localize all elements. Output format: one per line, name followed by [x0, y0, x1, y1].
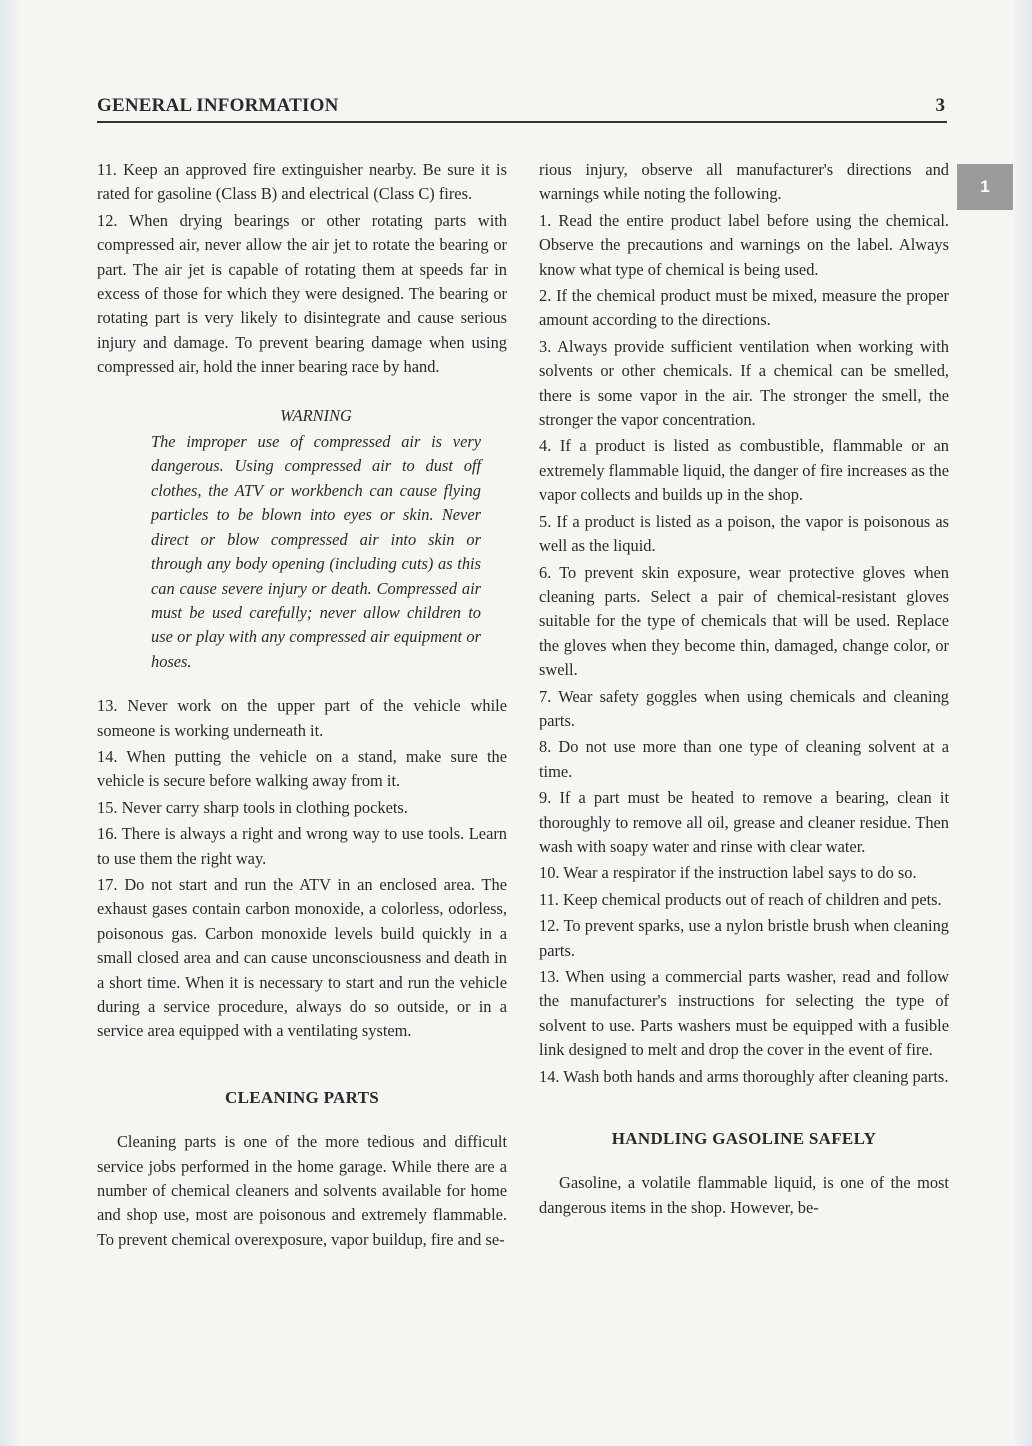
safety-item-11: 11. Keep an approved fire extinguisher nearby. Be sure it is rated for gasoline (Class B) and electrical (Class C) fires.: [97, 160, 507, 204]
cleaning-continuation: rious injury, observe all manufacturer's directions and warnings while noting the following.: [539, 160, 949, 204]
safety-item-14: 14. When putting the vehicle on a stand, make sure the vehicle is secure before walking away from it.: [97, 746, 507, 791]
gasoline-intro: Gasoline, a volatile flammable liquid, is one of the most dangerous items in the shop. However, be-: [539, 1173, 949, 1217]
safety-item-13: 13. Never work on the upper part of the vehicle while someone is working underneath it.: [97, 696, 507, 740]
handling-gasoline-heading: HANDLING GASOLINE SAFELY: [611, 1129, 877, 1149]
cleaning-item: 3. Always provide sufficient ventilation when working with solvents or other chemicals. If a chemical can be smelled, there is some vapor in the air. The stronger the smell, the stronger the vapor concentration.: [539, 336, 949, 430]
cleaning-item: 2. If the chemical product must be mixed, measure the proper amount according to the directions.: [539, 286, 949, 330]
cleaning-item: 5. If a product is listed as a poison, the vapor is poisonous as well as the liquid.: [539, 511, 949, 556]
right-column: [539, 158, 949, 1222]
header-title: GENERAL INFORMATION: [97, 95, 339, 116]
warning-title: WARNING: [280, 405, 352, 425]
cleaning-item: 1. Read the entire product label before using the chemical. Observe the precautions and warnings on the label. Always know what type of chemical is being used.: [539, 210, 949, 279]
page-edge-left: [0, 0, 22, 1446]
cleaning-parts-heading: CLEANING PARTS: [225, 1087, 379, 1107]
cleaning-item: 11. Keep chemical products out of reach of children and pets.: [539, 889, 942, 909]
warning-box: [151, 404, 481, 674]
safety-item-15: 15. Never carry sharp tools in clothing pockets.: [97, 797, 408, 817]
page-edge-right: [1012, 0, 1032, 1446]
safety-item-12: 12. When drying bearings or other rotating parts with compressed air, never allow the air jet to rotate the bearing or part. The air jet is capable of rotating them at speeds far in excess of those for which they were designed. The bearing or rotating part is very likely to disintegrate and cause serious injury and damage. To prevent bearing damage when using compressed air, hold the inner bearing race by hand.: [97, 210, 507, 377]
page-number: 3: [935, 95, 945, 116]
safety-item-17: 17. Do not start and run the ATV in an enclosed area. The exhaust gases contain carbon monoxide, a colorless, odorless, poisonous gas. Carbon monoxide levels build quickly in a small closed area and can cause unconsciousness and death in a short time. When it is necessary to start and run the vehicle during a service procedure, always do so outside, or in a service area equipped with a ventilating system.: [97, 874, 507, 1041]
left-column: [97, 158, 507, 1254]
running-header: [97, 95, 947, 123]
cleaning-item: 7. Wear safety goggles when using chemicals and cleaning parts.: [539, 686, 949, 730]
cleaning-item: 8. Do not use more than one type of cleaning solvent at a time.: [539, 737, 949, 781]
safety-item-16: 16. There is always a right and wrong way to use tools. Learn to use them the right way.: [97, 824, 507, 868]
cleaning-item: 13. When using a commercial parts washer, read and follow the manufacturer's instructions for selecting the type of solvent to use. Parts washers must be equipped with a fusible link designed to melt and drop the cover in the event of fire.: [539, 967, 949, 1060]
cleaning-item: 9. If a part must be heated to remove a bearing, clean it thoroughly to remove all oil, grease and cleaner residue. Then wash with soapy water and rinse with clear water.: [539, 788, 949, 856]
cleaning-item: 10. Wear a respirator if the instruction label says to do so.: [539, 863, 917, 883]
cleaning-item: 12. To prevent sparks, use a nylon bristle brush when cleaning parts.: [539, 916, 949, 960]
cleaning-item: 14. Wash both hands and arms thoroughly after cleaning parts.: [539, 1066, 949, 1086]
chapter-tab: 1: [957, 164, 1013, 210]
cleaning-item: 6. To prevent skin exposure, wear protective gloves when cleaning parts. Select a pair of chemical-resistant gloves suitable for the type of chemicals that will be used. Replace the gloves when they become thin, damaged, change color, or swell.: [539, 562, 949, 680]
cleaning-item: 4. If a product is listed as combustible, flammable or an extremely flammable liquid, the danger of fire increases as the vapor collects and builds up in the shop.: [539, 436, 949, 505]
warning-text: The improper use of compressed air is very dangerous. Using compressed air to dust off clothes, the ATV or workbench can cause flying particles to be blown into eyes or skin. Never direct or blow compressed air into skin or through any body opening (including cuts) as this can cause severe injury or death. Compressed air must be used carefully; never allow children to use or play with any compressed air equipment or hoses.: [151, 432, 481, 671]
cleaning-intro: Cleaning parts is one of the more tedious and difficult service jobs performed in the home garage. While there are a number of chemical cleaners and solvents available for home and shop use, most are poisonous and extremely flammable. To prevent chemical overexposure, vapor buildup, fire and se-: [97, 1132, 507, 1249]
